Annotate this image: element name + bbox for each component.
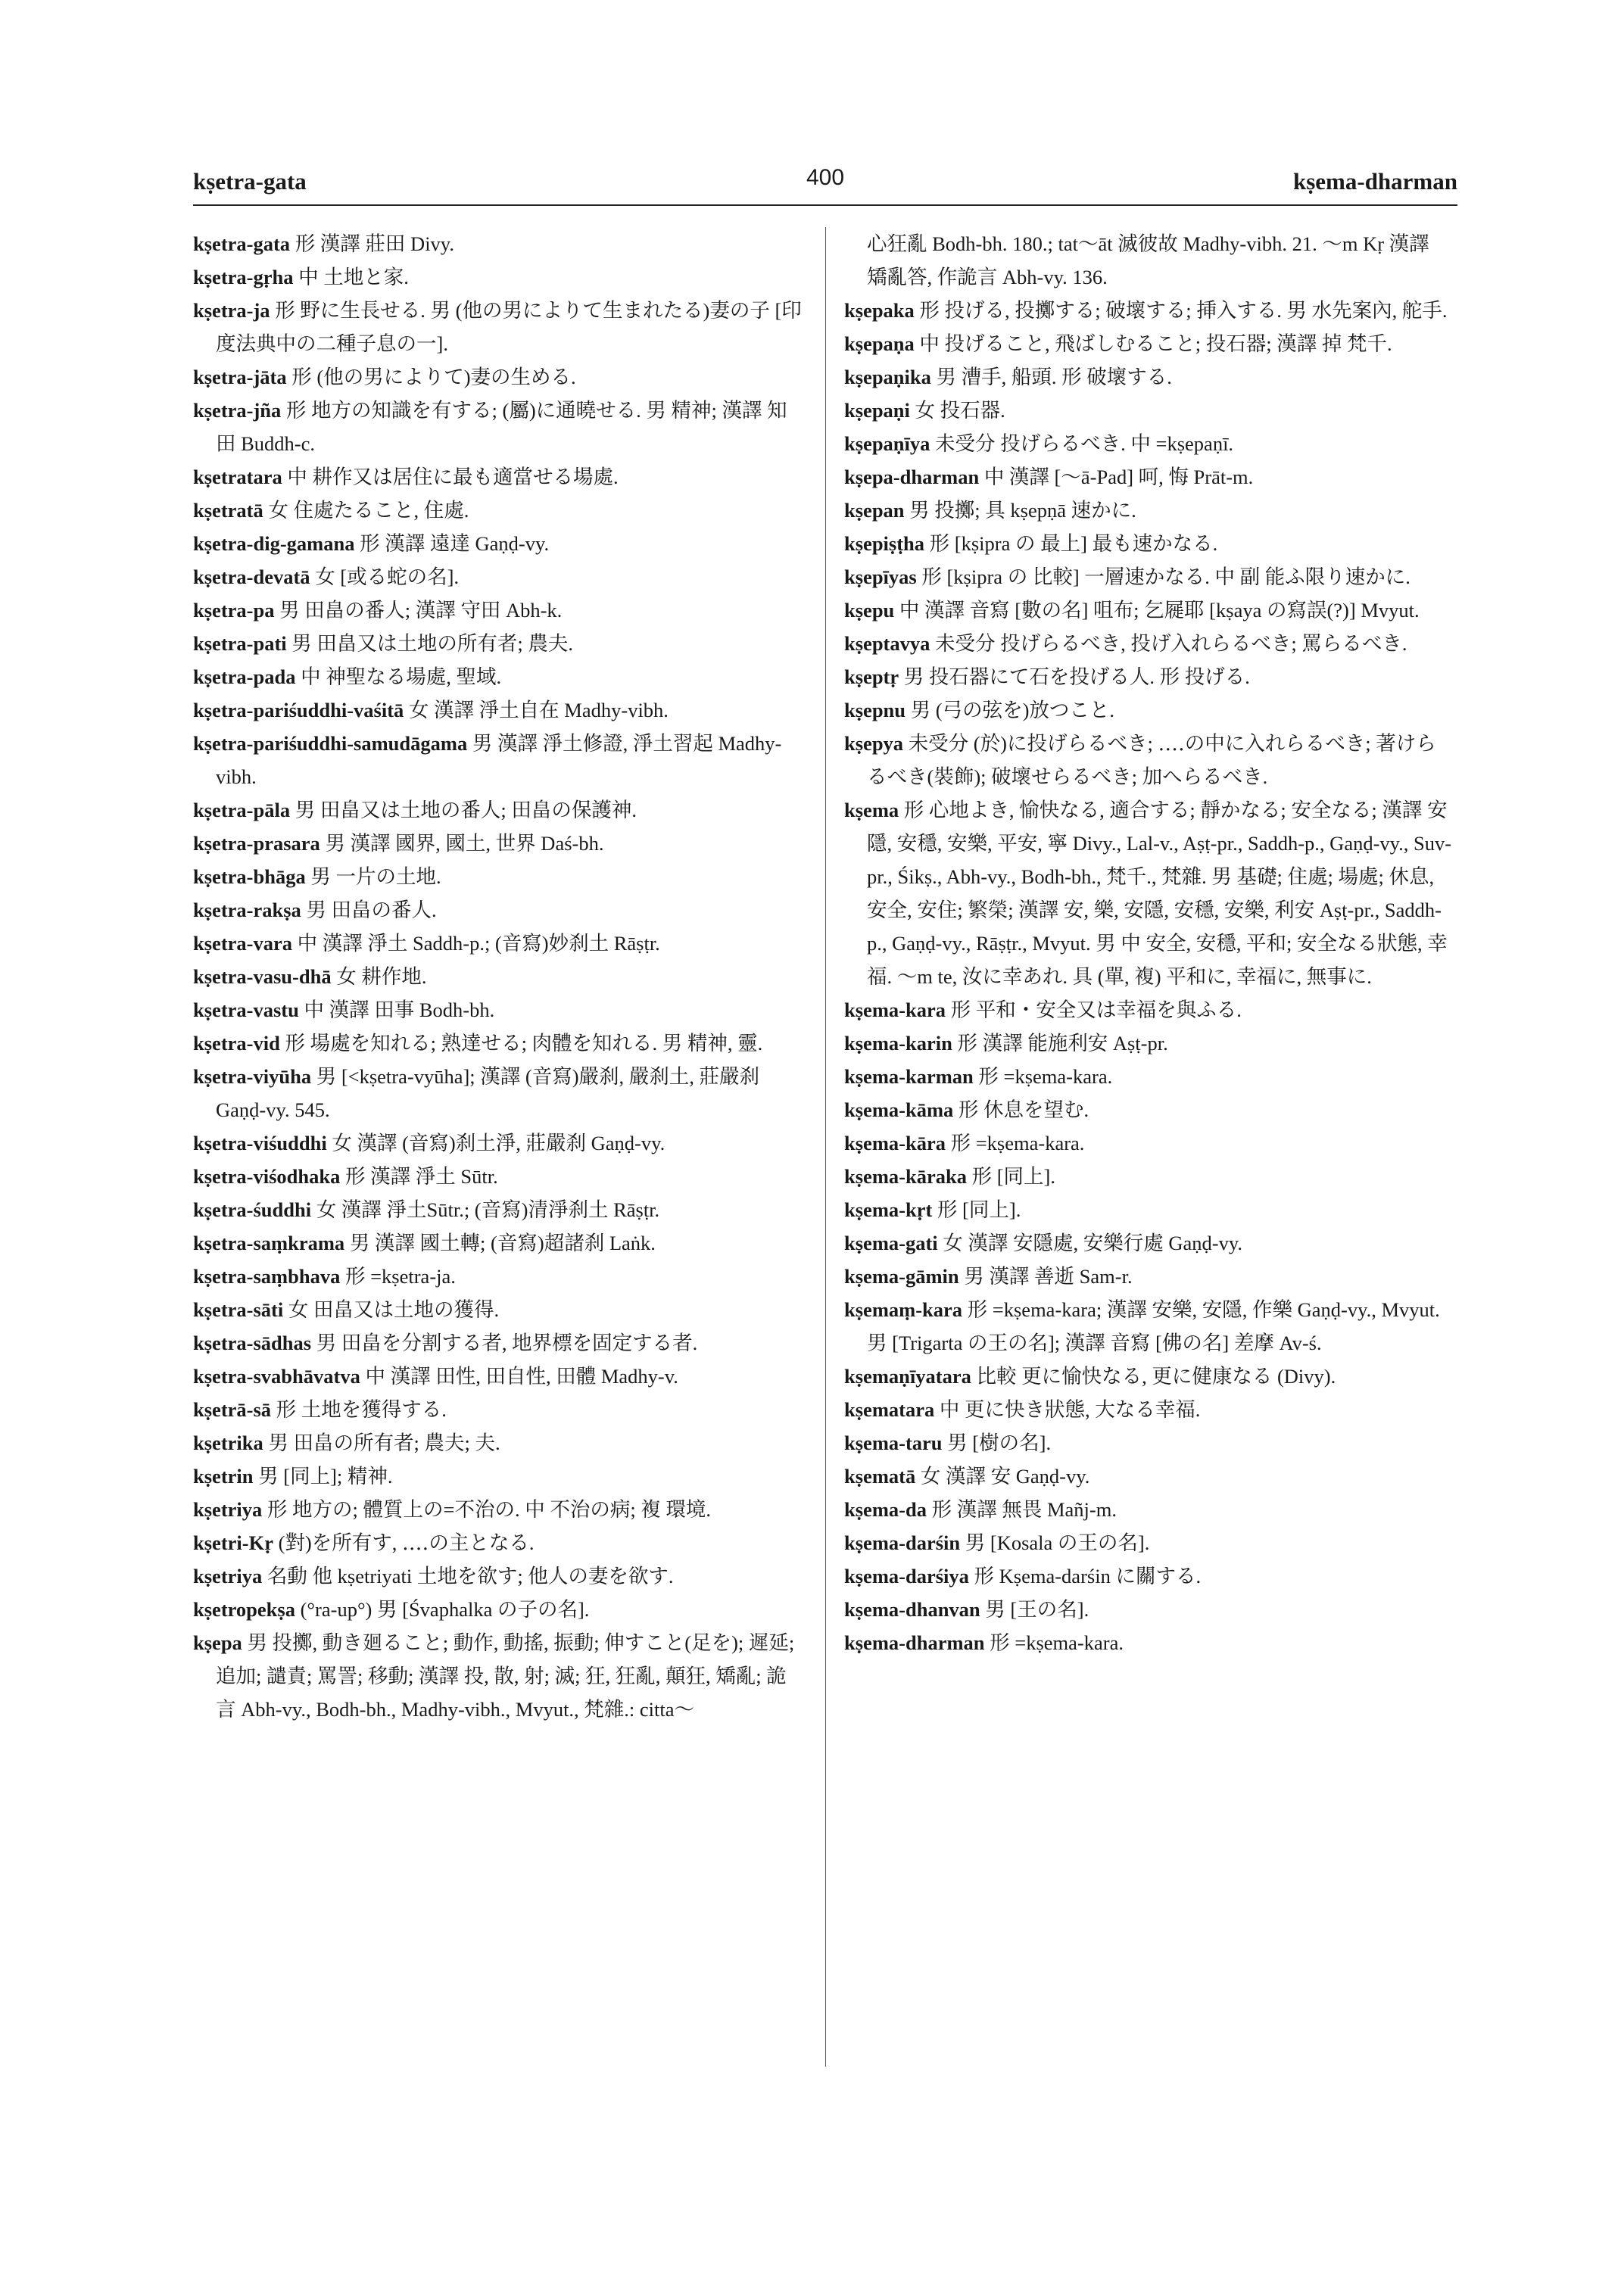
entry-headword: kṣetriya — [193, 1565, 263, 1587]
entry-definition: 形 [kṣipra の 最上] 最も速かなる. — [929, 532, 1218, 555]
entry-headword: kṣetra-rakṣa — [193, 899, 301, 921]
entry-headword: kṣepaka — [844, 299, 915, 322]
dictionary-entry — [844, 1360, 1454, 1393]
dictionary-entry — [193, 1027, 803, 1060]
entry-headword: kṣepnu — [844, 699, 906, 721]
entry-definition: 形 地方の知識を有する; (屬)に通曉せる. 男 精神; 漢譯 知田 Buddh-c. — [216, 399, 787, 455]
dictionary-entry — [844, 1126, 1454, 1160]
entry-definition: 男 投石器にて石を投げる人. 形 投げる. — [903, 665, 1250, 688]
column-divider — [825, 227, 826, 2067]
entry-definition: 男 [樹の名]. — [947, 1432, 1052, 1454]
dictionary-entry — [844, 1260, 1454, 1293]
entry-headword: kṣemaṃ-kara — [844, 1298, 963, 1321]
dictionary-entry — [193, 827, 803, 860]
dictionary-entry — [193, 993, 803, 1027]
entry-definition: 女 [或る蛇の名]. — [315, 565, 460, 588]
entry-headword: kṣetra-pati — [193, 632, 287, 655]
entry-headword: kṣepya — [844, 732, 904, 755]
entry-headword: kṣetrika — [193, 1432, 263, 1454]
entry-headword: kṣetra-vid — [193, 1032, 280, 1055]
entry-definition: 男 [<kṣetra-vyūha]; 漢譯 (音寫)嚴刹, 嚴刹土, 莊嚴刹 Gaṇḍ-vy. 545. — [216, 1065, 760, 1121]
dictionary-entry — [193, 660, 803, 693]
entry-headword: kṣepiṣṭha — [844, 532, 925, 555]
entry-definition: 中 漢譯 田事 Bodh-bh. — [304, 999, 495, 1021]
dictionary-entry — [193, 927, 803, 960]
dictionary-entry — [193, 1160, 803, 1193]
dictionary-entry — [193, 1060, 803, 1126]
dictionary-entry — [193, 294, 803, 360]
dictionary-entry — [844, 1027, 1454, 1060]
entry-headword: kṣema-taru — [844, 1432, 943, 1454]
entry-headword: kṣetra-śuddhi — [193, 1198, 312, 1221]
dictionary-entry — [193, 394, 803, 460]
dictionary-entry — [844, 693, 1454, 727]
entry-definition: 形 漢譯 無畏 Mañj-m. — [931, 1498, 1117, 1521]
entry-definition: 女 耕作地. — [336, 965, 427, 988]
entry-headword: kṣema-kāraka — [844, 1165, 967, 1188]
entry-definition: 形 投げる, 投擲する; 破壞する; 挿入する. 男 水先案內, 舵手. — [919, 299, 1448, 322]
entry-headword: kṣetra-viśuddhi — [193, 1132, 327, 1154]
entry-definition: (對)を所有す, ‥‥の主となる. — [278, 1531, 535, 1554]
entry-definition: 男 漕手, 船頭. 形 破壞する. — [936, 366, 1172, 388]
dictionary-entry — [844, 1593, 1454, 1626]
entry-definition: 心狂亂 Bodh-bh. 180.; tat〜āt 滅彼故 Madhy-vibh. 21. 〜m Kṛ 漢譯 矯亂答, 作詭言 Abh-vy. 136. — [867, 232, 1429, 288]
dictionary-entry — [844, 1393, 1454, 1426]
entry-headword: kṣetrin — [193, 1465, 254, 1488]
entry-headword: kṣetra-prasara — [193, 832, 320, 855]
entry-definition: 形 =kṣema-kara. — [950, 1132, 1085, 1154]
entry-definition: 形 [同上]. — [971, 1165, 1055, 1188]
entry-definition: 男 投擲; 具 kṣepṇā 速かに. — [909, 499, 1136, 522]
entry-headword: kṣetra-ja — [193, 299, 270, 322]
dictionary-entry — [844, 460, 1454, 494]
entry-definition: 中 漢譯 淨土 Saddh-p.; (音寫)妙刹土 Rāṣṭr. — [297, 932, 660, 955]
entry-definition: 形 心地よき, 愉快なる, 適合する; 靜かなる; 安全なる; 漢譯 安隱, 安穩, 安樂, 平安, 寧 Divy., Lal-v., Aṣṭ-pr., Saddh-p., Gaṇḍ-vy., Suv-pr., Śikṣ., Abh-vy., Bodh-bh., 梵千., 梵雜. 男 基礎; 住處; 場處; 休息, 安全, 安住; 繁榮; 漢譯 安, 樂, 安隱, 安穩, 安樂, 利安 Aṣṭ-pr., Saddh-p., Gaṇḍ-vy., Rāṣṭr., Mvyut. 男 中 安全, 安穩, 平和; 安全なる狀態, 幸福. 〜m te, 汝に幸あれ. 具 (單, 複) 平和に, 幸福に, 無事に. — [867, 799, 1452, 988]
dictionary-entry — [844, 360, 1454, 394]
entry-definition: 女 漢譯 安隱處, 安樂行處 Gaṇḍ-vy. — [943, 1232, 1243, 1254]
entry-definition: 女 漢譯 淨土Sūtr.; (音寫)清淨刹土 Rāṣṭr. — [316, 1198, 660, 1221]
entry-headword: kṣetra-pariśuddhi-vaśitā — [193, 699, 404, 721]
left-column — [193, 227, 803, 1726]
entry-definition: 中 漢譯 [〜ā-Pad] 呵, 悔 Prāt-m. — [983, 466, 1254, 488]
dictionary-entry — [193, 1293, 803, 1326]
entry-headword: kṣetra-pada — [193, 665, 296, 688]
entry-definition: 形 =kṣema-kara. — [990, 1631, 1124, 1654]
entry-definition: 形 =kṣema-kara; 漢譯 安樂, 安隱, 作樂 Gaṇḍ-vy., Mvyut. 男 [Trigarta の王の名]; 漢譯 音寫 [佛の名] 差摩 Av-ś. — [867, 1298, 1440, 1354]
entry-headword: kṣetra-vara — [193, 932, 292, 955]
entry-definition: 女 投石器. — [915, 399, 1005, 422]
entry-definition: 男 漢譯 善逝 Sam-r. — [964, 1265, 1133, 1288]
entry-headword: kṣema-dharman — [844, 1631, 985, 1654]
entry-headword: kṣepaṇika — [844, 366, 931, 388]
entry-definition: 中 更に快き狀態, 大なる幸福. — [939, 1398, 1201, 1421]
entry-definition: (°ra-up°) 男 [Śvaphalka の子の名]. — [300, 1598, 590, 1621]
entry-headword: kṣepa — [193, 1631, 242, 1654]
entry-headword: kṣetra-saṃbhava — [193, 1265, 341, 1288]
entry-headword: kṣetratara — [193, 466, 282, 488]
entry-headword: kṣepu — [844, 599, 895, 622]
entry-headword: kṣema-kāra — [844, 1132, 946, 1154]
dictionary-entry — [193, 560, 803, 594]
dictionary-entry — [193, 1559, 803, 1593]
dictionary-entry — [193, 727, 803, 793]
dictionary-entry — [844, 527, 1454, 560]
dictionary-entry — [844, 1626, 1454, 1659]
entry-definition: 中 漢譯 田性, 田自性, 田體 Madhy-v. — [365, 1365, 678, 1388]
entry-definition: 形 漢譯 能施利安 Aṣṭ-pr. — [957, 1032, 1168, 1055]
entry-definition: 未受分 投げらるべき. 中 =kṣepaṇī. — [935, 432, 1234, 455]
entry-headword: kṣetra-gata — [193, 232, 291, 255]
dictionary-entry — [844, 793, 1454, 993]
entry-definition: 形 場處を知れる; 熟達せる; 肉體を知れる. 男 精神, 靈. — [285, 1032, 763, 1055]
dictionary-entry — [844, 1559, 1454, 1593]
dictionary-entry — [844, 1460, 1454, 1493]
dictionary-entry — [193, 594, 803, 627]
entry-headword: kṣetra-pāla — [193, 799, 291, 821]
entry-definition: 女 漢譯 淨土自在 Madhy-vibh. — [408, 699, 669, 721]
entry-definition: 男 田畠の番人; 漢譯 守田 Abh-k. — [279, 599, 563, 622]
dictionary-entry — [193, 1193, 803, 1226]
dictionary-entry — [193, 1426, 803, 1460]
entry-definition: 中 投げること, 飛ばしむること; 投石器; 漢譯 掉 梵千. — [919, 332, 1392, 355]
dictionary-entry — [193, 893, 803, 927]
entry-definition: 男 田畠又は土地の番人; 田畠の保護神. — [295, 799, 637, 821]
entry-headword: kṣema-darśiya — [844, 1565, 969, 1587]
page-number: 400 — [806, 165, 845, 190]
dictionary-entry — [844, 594, 1454, 627]
dictionary-entry — [844, 560, 1454, 594]
entry-definition: 男 (弓の弦を)放つこと. — [910, 699, 1115, 721]
entry-headword: kṣepaṇi — [844, 399, 910, 422]
entry-headword: kṣema-darśin — [844, 1531, 961, 1554]
entry-headword: kṣetra-bhāga — [193, 865, 306, 888]
entry-headword: kṣepan — [844, 499, 905, 522]
entry-headword: kṣetra-pariśuddhi-samudāgama — [193, 732, 468, 755]
dictionary-entry — [844, 1193, 1454, 1226]
dictionary-entry — [193, 260, 803, 294]
entry-definition: 中 土地と家. — [298, 266, 409, 288]
dictionary-entry — [844, 1160, 1454, 1193]
entry-definition: 比較 更に愉快なる, 更に健康なる (Divy). — [976, 1365, 1336, 1388]
entry-headword: kṣema — [844, 799, 899, 821]
entry-headword: kṣetri-Kṛ — [193, 1531, 273, 1554]
entry-headword: kṣetra-devatā — [193, 565, 310, 588]
dictionary-entry — [193, 1626, 803, 1726]
dictionary-entry — [193, 693, 803, 727]
entry-definition: 形 =kṣema-kara. — [978, 1065, 1113, 1088]
entry-headword: kṣetra-vastu — [193, 999, 299, 1021]
entry-definition: 女 漢譯 (音寫)刹土淨, 莊嚴刹 Gaṇḍ-vy. — [332, 1132, 665, 1154]
dictionary-entry — [193, 1360, 803, 1393]
dictionary-entry — [193, 1260, 803, 1293]
entry-headword: kṣetra-svabhāvatva — [193, 1365, 360, 1388]
entry-headword: kṣema-kāma — [844, 1098, 954, 1121]
entry-headword: kṣema-karin — [844, 1032, 952, 1055]
entry-headword: kṣetra-sādhas — [193, 1332, 312, 1354]
entry-definition: 形 休息を望む. — [958, 1098, 1089, 1121]
dictionary-entry — [193, 1460, 803, 1493]
entry-headword: kṣeptṛ — [844, 665, 899, 688]
entry-headword: kṣema-kara — [844, 999, 946, 1021]
dictionary-entry — [844, 1226, 1454, 1260]
entry-headword: kṣetra-sāti — [193, 1298, 284, 1321]
entry-definition: 男 漢譯 淨土修證, 淨土習起 Madhy-vibh. — [216, 732, 782, 788]
dictionary-entry — [844, 327, 1454, 360]
entry-headword: kṣemaṇīyatara — [844, 1365, 971, 1388]
entry-definition: 男 漢譯 國土轉; (音寫)超諸刹 Laṅk. — [349, 1232, 656, 1254]
dictionary-entry — [844, 1093, 1454, 1126]
dictionary-entry — [844, 427, 1454, 460]
dictionary-entry — [193, 360, 803, 394]
entry-headword: kṣema-gāmin — [844, 1265, 959, 1288]
dictionary-entry — [193, 1393, 803, 1426]
entry-definition: 形 [同上]. — [937, 1198, 1021, 1221]
entry-definition: 未受分 投げらるべき, 投げ入れらるべき; 罵らるべき. — [935, 632, 1407, 655]
dictionary-entry — [844, 494, 1454, 527]
dictionary-entry — [193, 527, 803, 560]
dictionary-entry — [844, 727, 1454, 793]
entry-definition: 形 (他の男によりて)妻の生める. — [291, 366, 576, 388]
entry-definition: 男 [Kosala の王の名]. — [965, 1531, 1150, 1554]
entry-definition: 男 一片の土地. — [310, 865, 441, 888]
entry-definition: 男 田畠の所有者; 農夫; 夫. — [268, 1432, 500, 1454]
entry-headword: kṣematara — [844, 1398, 935, 1421]
dictionary-entry — [844, 1060, 1454, 1093]
dictionary-entry — [844, 660, 1454, 693]
right-column — [844, 227, 1454, 1659]
page-header — [193, 165, 1457, 204]
entry-headword: kṣema-karman — [844, 1065, 974, 1088]
entry-definition: 形 Kṣema-darśin に關する. — [974, 1565, 1202, 1587]
dictionary-entry — [844, 1293, 1454, 1360]
entry-definition: 形 地方の; 體質上の=不治の. 中 不治の病; 複 環境. — [267, 1498, 712, 1521]
entry-definition: 中 神聖なる場處, 聖域. — [301, 665, 502, 688]
entry-definition: 未受分 (於)に投げらるべき; ‥‥の中に入れらるべき; 著けらるべき(裝飾); 破壞せらるべき; 加へらるべき. — [867, 732, 1436, 788]
entry-definition: 男 [同上]; 精神. — [258, 1465, 393, 1488]
entry-definition: 中 耕作又は居住に最も適當せる場處. — [287, 466, 619, 488]
entry-definition: 男 田畠を分割する者, 地界標を固定する者. — [316, 1332, 698, 1354]
entry-headword: kṣema-kṛt — [844, 1198, 933, 1221]
entry-headword: kṣeptavya — [844, 632, 930, 655]
entry-headword: kṣetra-viśodhaka — [193, 1165, 341, 1188]
entry-headword: kṣetratā — [193, 499, 263, 522]
entry-definition: 女 漢譯 安 Gaṇḍ-vy. — [920, 1465, 1090, 1488]
entry-definition: 名動 他 kṣetriyati 土地を欲す; 他人の妻を欲す. — [267, 1565, 674, 1587]
entry-definition: 形 [kṣipra の 比較] 一層速かなる. 中 副 能ふ限り速かに. — [921, 565, 1410, 588]
entry-headword: kṣepīyas — [844, 565, 917, 588]
entry-definition: 中 漢譯 音寫 [數の名] 咀布; 乞屣耶 [kṣaya の寫誤(?)] Mvyut. — [899, 599, 1420, 622]
entry-headword: kṣepaṇīya — [844, 432, 930, 455]
header-rule — [193, 204, 1457, 206]
dictionary-entry — [193, 1593, 803, 1626]
entry-headword: kṣepa-dharman — [844, 466, 980, 488]
entry-headword: kṣema-dhanvan — [844, 1598, 980, 1621]
dictionary-entry — [193, 494, 803, 527]
entry-definition: 形 土地を獲得する. — [276, 1398, 447, 1421]
entry-definition: 形 漢譯 莊田 Divy. — [295, 232, 454, 255]
dictionary-entry — [193, 1526, 803, 1559]
dictionary-entry — [844, 294, 1454, 327]
entry-headword: kṣetra-gṛha — [193, 266, 294, 288]
entry-headword: kṣetriya — [193, 1498, 263, 1521]
entry-definition: 男 漢譯 國界, 國土, 世界 Daś-bh. — [325, 832, 604, 855]
entry-definition: 女 住處たること, 住處. — [268, 499, 469, 522]
dictionary-entry — [844, 993, 1454, 1027]
entry-definition: 男 田畠の番人. — [306, 899, 437, 921]
entry-definition: 形 漢譯 遠達 Gaṇḍ-vy. — [360, 532, 550, 555]
dictionary-entry — [193, 1493, 803, 1526]
entry-headword: kṣepaṇa — [844, 332, 915, 355]
dictionary-entry — [844, 1526, 1454, 1559]
entry-headword: kṣematā — [844, 1465, 916, 1488]
entry-headword: kṣetra-vasu-dhā — [193, 965, 332, 988]
entry-definition: 女 田畠又は土地の獲得. — [288, 1298, 500, 1321]
entry-definition: 形 漢譯 淨土 Sūtr. — [345, 1165, 498, 1188]
dictionary-entry — [844, 227, 1454, 294]
entry-headword: kṣetrā-sā — [193, 1398, 272, 1421]
entry-definition: 男 田畠又は土地の所有者; 農夫. — [291, 632, 574, 655]
dictionary-entry — [844, 1493, 1454, 1526]
entry-headword: kṣema-da — [844, 1498, 927, 1521]
entry-definition: 形 =kṣetra-ja. — [344, 1265, 456, 1288]
dictionary-entry — [193, 793, 803, 827]
dictionary-entry — [193, 860, 803, 893]
entry-headword: kṣetropekṣa — [193, 1598, 295, 1621]
entry-headword: kṣetra-jāta — [193, 366, 287, 388]
dictionary-entry — [193, 1226, 803, 1260]
dictionary-entry — [193, 1326, 803, 1360]
entry-headword: kṣetra-jña — [193, 399, 282, 422]
right-running-headword: kṣema-dharman — [1292, 168, 1457, 195]
dictionary-entry — [844, 627, 1454, 660]
entry-definition: 男 投擲, 動き廻ること; 動作, 動搖, 振動; 伸すこと(足を); 遲延; 追加; 譴責; 罵詈; 移動; 漢譯 投, 散, 射; 滅; 狂, 狂亂, 顛狂, 矯亂; 詭言 Abh-vy., Bodh-bh., Madhy-vibh., Mvyut., 梵雜.: citta〜 — [216, 1631, 795, 1721]
dictionary-entry — [193, 960, 803, 993]
entry-headword: kṣetra-viyūha — [193, 1065, 312, 1088]
entry-headword: kṣetra-dig-gamana — [193, 532, 355, 555]
dictionary-entry — [193, 227, 803, 260]
entry-definition: 形 野に生長せる. 男 (他の男によりて生まれたる)妻の子 [印度法典中の二種子息の一]. — [216, 299, 802, 355]
dictionary-entry — [193, 627, 803, 660]
dictionary-entry — [193, 1126, 803, 1160]
dictionary-entry — [193, 460, 803, 494]
dictionary-entry — [844, 394, 1454, 427]
entry-definition: 形 平和・安全又は幸福を與ふる. — [950, 999, 1242, 1021]
entry-definition: 男 [王の名]. — [985, 1598, 1089, 1621]
entry-headword: kṣetra-pa — [193, 599, 275, 622]
left-running-headword: kṣetra-gata — [193, 168, 307, 195]
entry-headword: kṣetra-saṃkrama — [193, 1232, 345, 1254]
dictionary-entry — [844, 1426, 1454, 1460]
entry-headword: kṣema-gati — [844, 1232, 938, 1254]
